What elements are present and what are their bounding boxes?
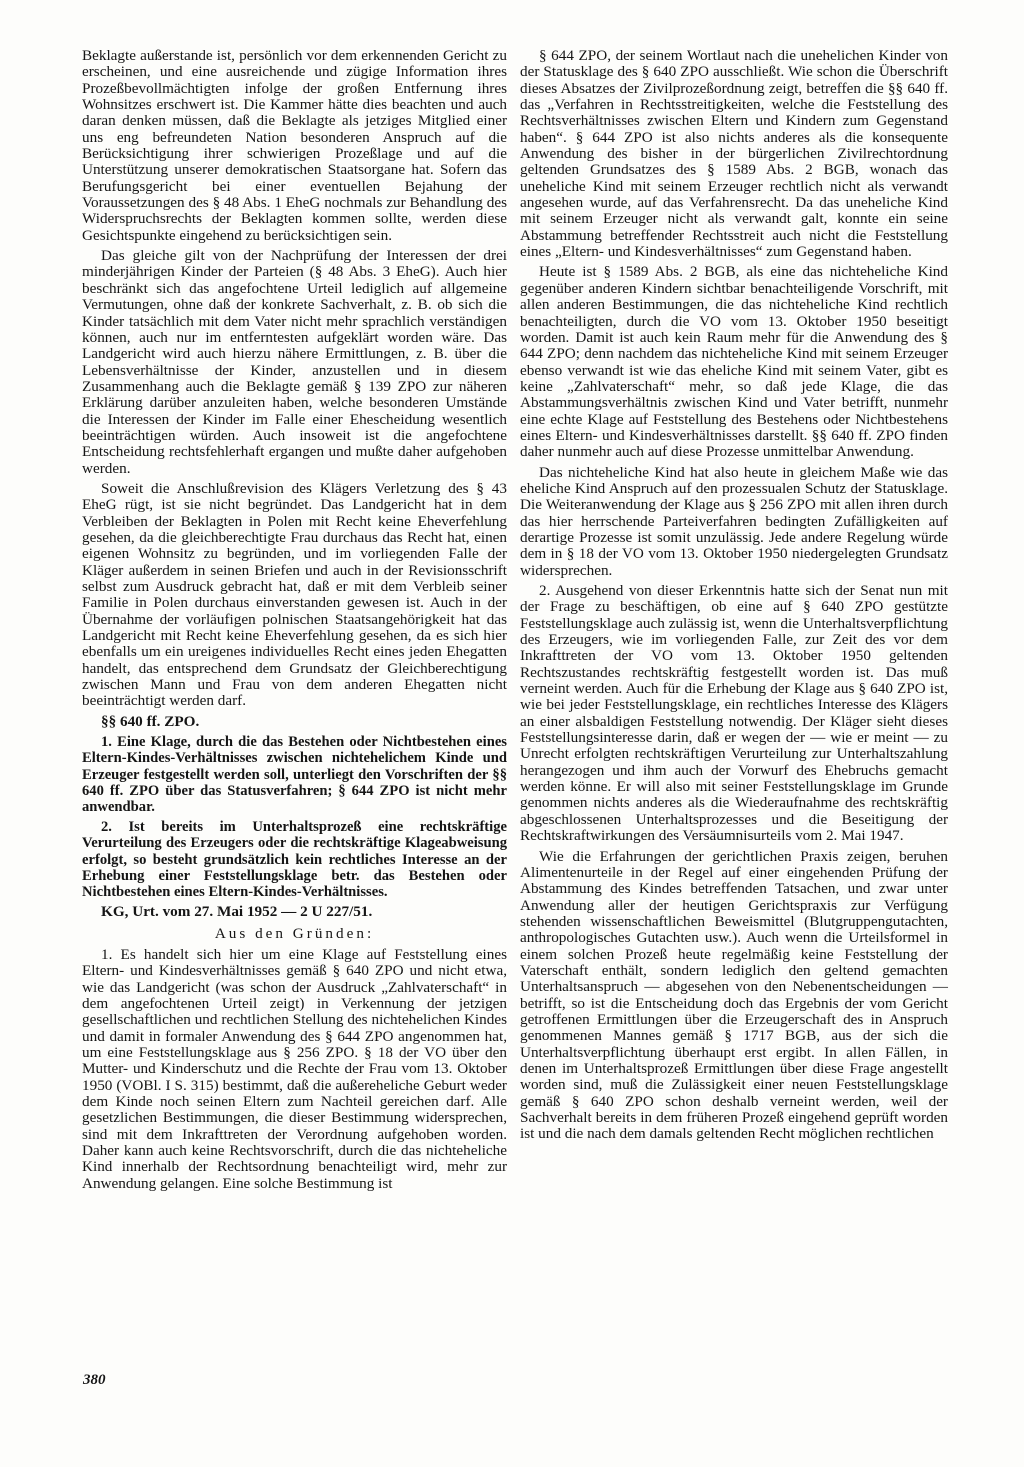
headnote-1: 1. Eine Klage, durch die das Bestehen oder Nichtbestehen eines Eltern-Kindes-Verhältnisses zwischen nichtehelichem Kinde und Erzeuger festgestellt werden soll, unterliegt den Vorschriften der §§ 640 ff. ZPO über das Statusverfahren; § 644 ZPO ist nicht mehr anwendbar. bbox=[82, 734, 507, 815]
left-column bbox=[82, 48, 507, 1196]
paragraph: Wie die Erfahrungen der gerichtlichen Praxis zeigen, beruhen Alimentenurteile in der Regel auf einer eingehenden Prüfung der Abstammung des Kindes betreffenden Tatsachen, und zwar unter Anwendung aller der heutigen Gerichtspraxis zur Verfügung stehenden wissenschaftlichen Beweismittel (Blutgruppengutachten, anthropologisches Gutachten usw.). Auch wenn die Urteilsformel in einem solchen Prozeß heute regelmäßig keine Feststellung der Vaterschaft enthält, sondern lediglich den geltend gemachten Unterhaltsanspruch — abgesehen von den Nebenentscheidungen — betrifft, so ist die Entscheidung doch das Ergebnis der vom Gericht getroffenen Ermittlungen über die Erzeugerschaft des in Anspruch genommenen Mannes gemäß § 1717 BGB, aus der sich die Unterhaltsverpflichtung überhaupt erst ergibt. In allen Fällen, in denen im Unterhaltsprozeß Ermittlungen über diese Frage angestellt worden sind, muß die Zulässigkeit einer neuen Feststellungsklage gemäß § 640 ZPO schon deshalb verneint werden, weil der Sachverhalt bereits in dem früheren Prozeß eingehend geprüft worden ist und die nach dem damals geltenden Recht möglichen rechtlichen bbox=[520, 847, 948, 1143]
section-title: §§ 640 ff. ZPO. bbox=[101, 712, 200, 730]
grounds-heading: Aus den Gründen: bbox=[214, 925, 375, 943]
court-citation: KG, Urt. vom 27. Mai 1952 — 2 U 227/51. bbox=[101, 903, 373, 921]
right-column bbox=[520, 48, 948, 1147]
paragraph: § 644 ZPO, der seinem Wortlaut nach die unehelichen Kinder von der Statusklage des § 640 ZPO ausschließt. Wie schon die Überschrift dieses Absatzes der Zivilprozeßordnung zeigt, betreffen die §§ 640 ff. das „Verfahren in Rechtsstreitigkeiten, welche die Feststellung des Rechtsverhältnisses zwischen Eltern und Kindern zum Gegenstand haben“. § 644 ZPO ist also nichts anderes als die konsequente Anwendung des bisher in der bürgerlichen Zivilrechtordnung geltenden Grundsatzes des § 1589 Abs. 2 BGB, wonach das uneheliche Kind mit seinem Erzeuger rechtlich nicht als verwandt angesehen wurde, auf das Verfahrensrecht. Da das uneheliche Kind mit seinem Erzeuger nicht als verwandt galt, konnte ein seine Abstammung betreffender Rechtsstreit auch nicht die Feststellung eines „Eltern- und Kindesverhältnisses“ zum Gegenstand haben. bbox=[520, 47, 948, 261]
paragraph: Das gleiche gilt von der Nachprüfung der Interessen der drei minderjährigen Kinder der Parteien (§ 48 Abs. 3 EheG). Auch hier beschränkt sich das angefochtene Urteil lediglich auf allgemeine Vermutungen, ohne daß der konkrete Sachverhalt, z. B. ob sich die Kinder tatsächlich mit dem Vater nicht mehr sprachlich verständigen können, auch nur im entferntesten aufgeklärt worden wäre. Das Landgericht wird auch hierzu nähere Ermittlungen, z. B. über die Lebensverhältnisse der Kinder, anzustellen und in diesem Zusammenhang auch die Beklagte gemäß § 139 ZPO zur näheren Erklärung darüber anzuleiten haben, welche besonderen Umstände die Interessen der Kinder im Falle einer Ehescheidung wesentlich beeinträchtigen würden. Auch insoweit ist die angefochtene Entscheidung rechtsfehlerhaft ergangen und mußte daher aufgehoben werden. bbox=[82, 247, 507, 477]
page-number: 380 bbox=[83, 1372, 106, 1388]
paragraph: 2. Ausgehend von dieser Erkenntnis hatte sich der Senat nun mit der Frage zu beschäftigen, ob eine auf § 640 ZPO gestützte Feststellungsklage auch zulässig ist, wenn die Unterhaltsverpflichtung des Erzeugers, wie im vorliegenden Falle, zur Zeit des vor dem Inkrafttreten der VO vom 13. Oktober 1950 geltenden Rechtszustandes rechtskräftig festgestellt worden ist. Das muß verneint werden. Auch für die Erhebung der Klage aus § 640 ZPO ist, wie bei jeder Feststellungsklage, ein rechtliches Interesse des Klägers an einer alsbaldigen Feststellung notwendig. Der Kläger sieht dieses Feststellungsinteresse darin, daß er wegen der — wie er meint — zu Unrecht erfolgten rechtskräftigen Verurteilung zur Unterhaltszahlung herangezogen und ihm auch der Vorwurf des Ehebruchs gemacht werden könne. Er will also mit seiner Feststellungsklage im Grunde genommen nichts anderes als die Wiederaufnahme des rechtskräftig abgeschlossenen Unterhaltsprozesses und die Beseitigung der Rechtskraftwirkungen des Versäumnisurteils vom 2. Mai 1947. bbox=[520, 582, 948, 845]
headnote-2: 2. Ist bereits im Unterhaltsprozeß eine rechtskräftige Verurteilung des Erzeugers oder die rechtskräftige Klageabweisung erfolgt, so besteht grundsätzlich kein rechtliches Interesse an der Erhebung einer Feststellungsklage betr. das Bestehen oder Nichtbestehen eines Eltern-Kindes-Verhältnisses. bbox=[82, 819, 507, 900]
paragraph: Soweit die Anschlußrevision des Klägers Verletzung des § 43 EheG rügt, ist sie nicht begründet. Das Landgericht hat in dem Verbleiben der Beklagten in Polen mit Recht keine Eheverfehlung gesehen, da die gleichberechtigte Frau durchaus das Recht hat, einen eigenen Wohnsitz zu begründen, und im vorliegenden Falle der Kläger außerdem in seinen Briefen und auch in der Revisionsschrift selbst zum Ausdruck gebracht hat, daß er mit dem Verbleib seiner Familie in Polen durchaus einverstanden gewesen ist. Auch in der Übernahme der vorläufigen polnischen Staatsangehörigkeit hat das Landgericht mit Recht keine Eheverfehlung gesehen, da es sich hier ebenfalls um ein ureigenes individuelles Recht eines jeden Ehegatten handelt, das entsprechend dem Grundsatz der Gleichberechtigung zwischen Mann und Frau von dem anderen Ehegatten nicht beeinträchtigt werden darf. bbox=[82, 479, 507, 710]
paragraph: Heute ist § 1589 Abs. 2 BGB, als eine das nichteheliche Kind gegenüber anderen Kindern sichtbar benachteiligende Vorschrift, mit allen anderen Bestimmungen, die das nichteheliche Kind rechtlich benachteiligten, durch die VO vom 13. Oktober 1950 beseitigt worden. Damit ist auch kein Raum mehr für die Anwendung des § 644 ZPO; denn nachdem das nichteheliche Kind mit seinem Erzeuger ebenso verwandt ist wie das eheliche Kind mit seinem Vater, gibt es keine „Zahlvaterschaft“ mehr, so daß jede Klage, die das Abstammungsverhältnis zwischen Kind und Vater betrifft, nunmehr eine echte Klage auf Feststellung des Bestehens oder Nichtbestehens eines Eltern- und Kindesverhältnisses darstellt. §§ 640 ff. ZPO finden daher nunmehr auch auf diese Prozesse unmittelbar Anwendung. bbox=[520, 263, 948, 461]
paragraph: Beklagte außerstande ist, persönlich vor dem erkennenden Gericht zu erscheinen, und eine ausreichende und zügige Information ihres Prozeßbevollmächtigten infolge der großen Entfernung ihres Wohnsitzes erschwert ist. Die Kammer hätte dies beachten und auch daran denken müssen, daß die Beklagte als jetziges Mitglied einer uns eng befreundeten Nation besonderen Anspruch auf die Berücksichtigung ihrer schwierigen Prozeßlage und auf die Unterstützung unserer demokratischen Staatsorgane hat. Sofern das Berufungsgericht bei einer eventuellen Bejahung der Voraussetzungen des § 48 Abs. 1 EheG nochmals zur Behandlung des Widerspruchsrechts der Beklagten kommen sollte, werden diese Gesichtspunkte eingehend zu berücksichtigen sein. bbox=[82, 47, 507, 244]
paragraph: 1. Es handelt sich hier um eine Klage auf Feststellung eines Eltern- und Kindesverhältnisses gemäß § 640 ZPO und nicht etwa, wie das Landgericht (was schon der Ausdruck „Zahlvaterschaft“ in dem angefochtenen Urteil zeigt) in Verkennung der jetzigen gesellschaftlichen und rechtlichen Stellung des nichtehelichen Kindes und damit in formaler Anwendung des § 644 ZPO angenommen hat, um eine Feststellungsklage aus § 256 ZPO. § 18 der VO über den Mutter- und Kinderschutz und die Rechte der Frau vom 13. Oktober 1950 (VOBl. I S. 315) bestimmt, daß die außereheliche Geburt weder dem Kinde noch seinen Eltern zum Nachteil gereichen darf. Alle gesetzlichen Bestimmungen, die dieser Bestimmung widersprechen, sind mit dem Inkrafttreten der Verordnung aufgehoben worden. Daher kann auch keine Rechtsvorschrift, durch die das nichteheliche Kind innerhalb der Rechtsordnung benachteiligt wird, mehr zur Anwendung gelangen. Eine solche Bestimmung ist bbox=[82, 945, 507, 1192]
paragraph: Das nichteheliche Kind hat also heute in gleichem Maße wie das eheliche Kind Anspruch auf den prozessualen Schutz der Statusklage. Die Weiteranwendung der Klage aus § 256 ZPO mit allen ihren durch das hier herrschende Parteiverfahren bedingten Zufälligkeiten auf derartige Prozesse ist somit unzulässig. Jede andere Regelung würde dem in § 18 der VO vom 13. Oktober 1950 niedergelegten Grundsatz widersprechen. bbox=[520, 463, 948, 579]
